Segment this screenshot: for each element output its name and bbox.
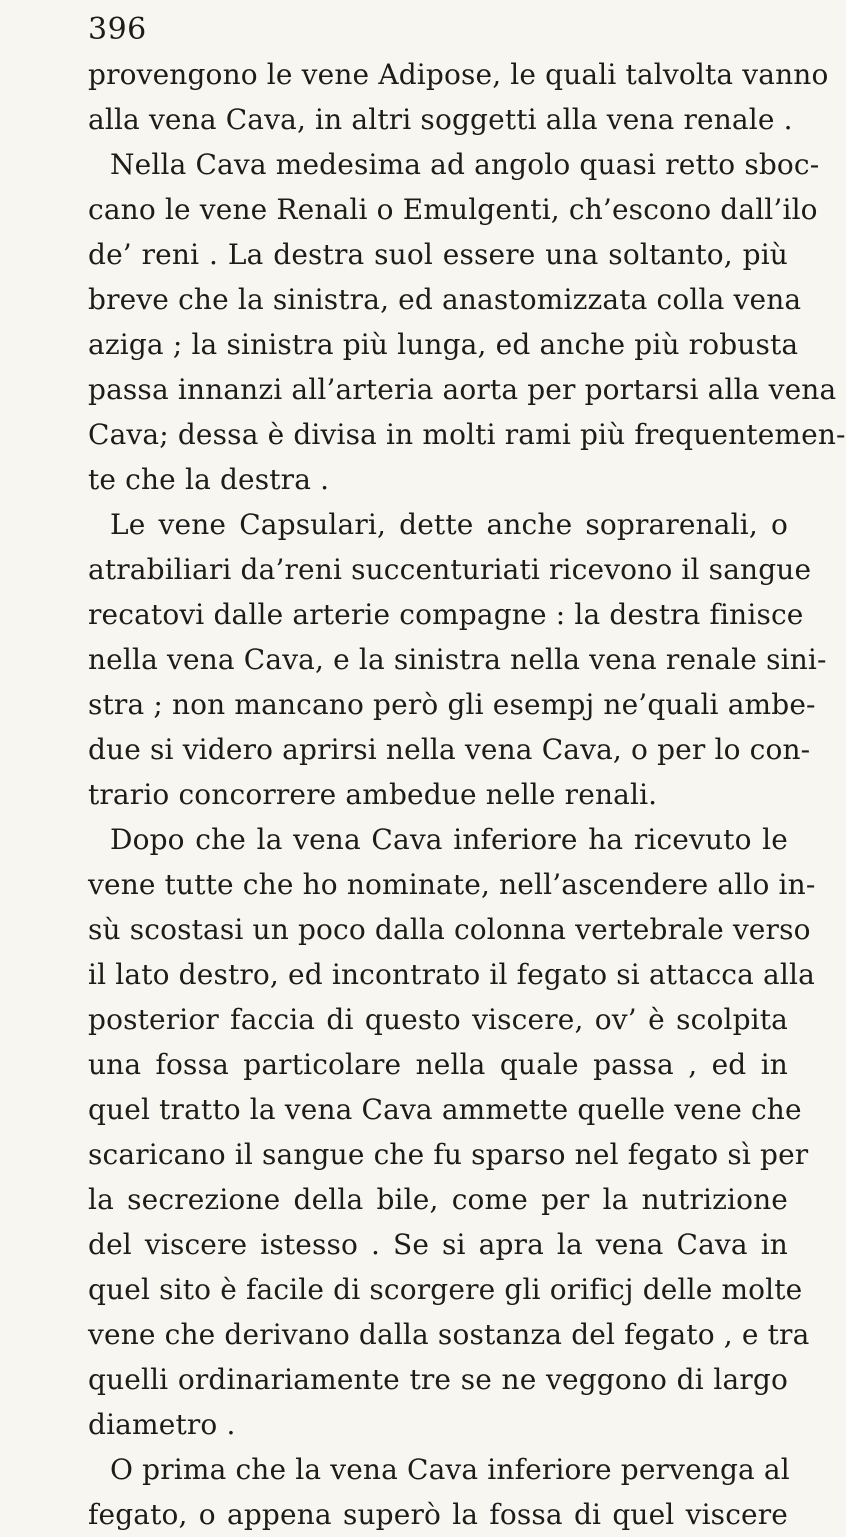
text-line: cano le vene Renali o Emulgenti, ch’escono dall’ilo <box>88 193 818 226</box>
text-line: stra ; non mancano però gli esempj ne’quali ambe- <box>88 688 816 721</box>
text-line: breve che la sinistra, ed anastomizzata colla vena <box>88 283 802 316</box>
text-line: Nella Cava medesima ad angolo quasi retto sboc- <box>110 148 820 181</box>
text-line: la secrezione della bile, come per la nutrizione <box>88 1183 788 1216</box>
page-number: 396 <box>88 12 147 47</box>
text-line: quel sito è facile di scorgere gli orificj delle molte <box>88 1273 803 1306</box>
text-line: fegato, o appena superò la fossa di quel viscere <box>88 1498 788 1531</box>
text-line: vene tutte che ho nominate, nell’ascendere allo in- <box>88 868 816 901</box>
text-line: nella vena Cava, e la sinistra nella vena renale sini- <box>88 643 827 676</box>
text-line: una fossa particolare nella quale passa , ed in <box>88 1048 788 1081</box>
text-line: passa innanzi all’arteria aorta per portarsi alla vena <box>88 373 837 406</box>
text-line: de’ reni . La destra suol essere una soltanto, più <box>88 238 788 271</box>
text-line: scaricano il sangue che fu sparso nel fegato sì per <box>88 1138 809 1171</box>
text-line: te che la destra . <box>88 463 330 496</box>
text-line: Le vene Capsulari, dette anche soprarenali, o <box>110 508 788 541</box>
text-line: diametro . <box>88 1408 236 1441</box>
text-line: trario concorrere ambedue nelle renali. <box>88 778 658 811</box>
text-line: Cava; dessa è divisa in molti rami più frequentemen- <box>88 418 846 451</box>
text-line: provengono le vene Adipose, le quali talvolta vanno <box>88 58 829 91</box>
text-line: quelli ordinariamente tre se ne veggono di largo <box>88 1363 788 1396</box>
text-line: O prima che la vena Cava inferiore pervenga al <box>110 1453 790 1486</box>
text-line: recatovi dalle arterie compagne : la destra finisce <box>88 598 804 631</box>
text-line: due si videro aprirsi nella vena Cava, o per lo con- <box>88 733 811 766</box>
text-line: alla vena Cava, in altri soggetti alla vena renale . <box>88 103 793 136</box>
text-line: posterior faccia di questo viscere, ov’ è scolpita <box>88 1003 788 1036</box>
text-line: atrabiliari da’reni succenturiati ricevono il sangue <box>88 553 812 586</box>
text-line: aziga ; la sinistra più lunga, ed anche più robusta <box>88 328 799 361</box>
text-line: il lato destro, ed incontrato il fegato si attacca alla <box>88 958 815 991</box>
body-text <box>88 52 846 1537</box>
text-line: Dopo che la vena Cava inferiore ha ricevuto le <box>110 823 788 856</box>
text-line: vene che derivano dalla sostanza del fegato , e tra <box>88 1318 810 1351</box>
text-line: del viscere istesso . Se si apra la vena Cava in <box>88 1228 788 1261</box>
text-line: quel tratto la vena Cava ammette quelle vene che <box>88 1093 802 1126</box>
text-line: sù scostasi un poco dalla colonna vertebrale verso <box>88 913 811 946</box>
